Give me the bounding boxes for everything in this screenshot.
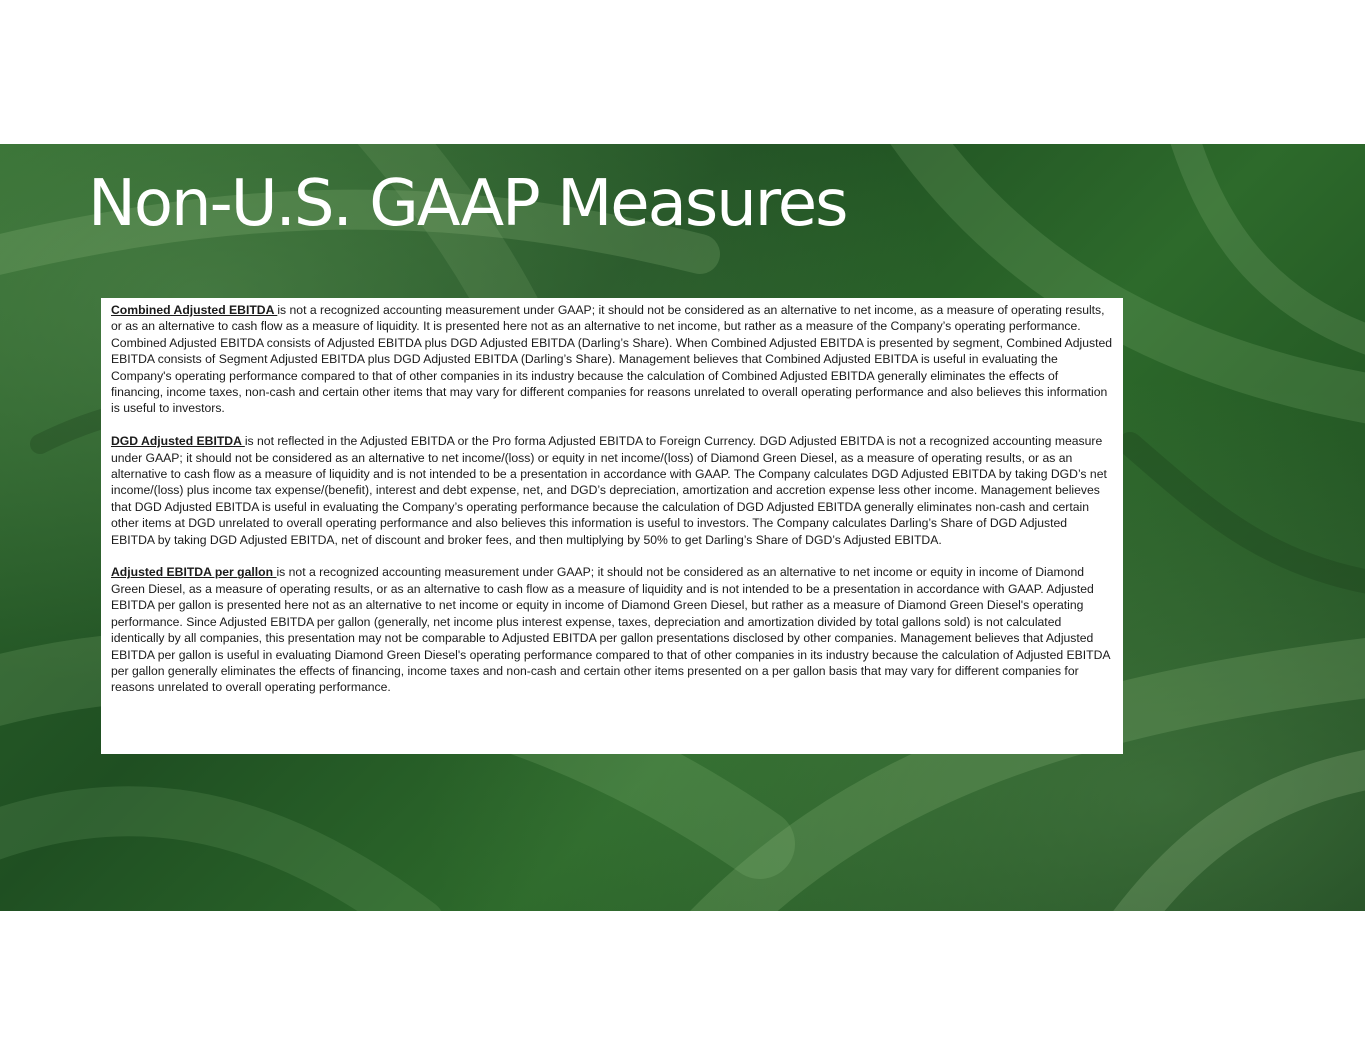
definition-term: Combined Adjusted EBITDA bbox=[111, 303, 278, 317]
definition-text: is not reflected in the Adjusted EBITDA or the Pro forma Adjusted EBITDA to Foreign Currency. DGD Adjusted EBITDA is not a recognized accounting measure under GAAP; it should not be considered as an alternative to net income/(loss) or equity in net income/(loss) of Diamond Green Diesel, as a measure of operating results, or as an alternative to cash flow as a measure of liquidity and is not intended to be a presentation in accordance with GAAP. The Company calculates DGD Adjusted EBITDA by taking DGD’s net income/(loss) plus income tax expense/(benefit), interest and debt expense, net, and DGD’s depreciation, amortization and accretion expense less other income. Management believes that DGD Adjusted EBITDA is useful in evaluating the Company’s operating performance because the calculation of DGD Adjusted EBITDA generally eliminates non-cash and certain other items at DGD unrelated to overall operating performance and also believes this information is useful to investors. The Company calculates Darling’s Share of DGD Adjusted EBITDA by taking DGD Adjusted EBITDA, net of discount and broker fees, and then multiplying by 50% to get Darling’s Share of DGD’s Adjusted EBITDA. bbox=[111, 434, 1107, 547]
definition-text: is not a recognized accounting measurement under GAAP; it should not be considered as an alternative to net income, as a measure of operating results, or as an alternative to cash flow as a measure of liquidity. It is presented here not as an alternative to net income, but rather as a measure of the Company’s operating performance. Combined Adjusted EBITDA consists of Adjusted EBITDA plus DGD Adjusted EBITDA (Darling’s Share). When Combined Adjusted EBITDA is presented by segment, Combined Adjusted EBITDA consists of Segment Adjusted EBITDA plus DGD Adjusted EBITDA (Darling’s Share). Management believes that Combined Adjusted EBITDA is useful in evaluating the Company's operating performance compared to that of other companies in its industry because the calculation of Combined Adjusted EBITDA generally eliminates the effects of financing, income taxes, non-cash and certain other items that may vary for different companies for reasons unrelated to overall operating performance and also believes this information is useful to investors. bbox=[111, 303, 1113, 416]
definitions-text-box bbox=[101, 298, 1123, 754]
definition-dgd-adjusted-ebitda bbox=[111, 433, 1113, 548]
definition-text: is not a recognized accounting measurement under GAAP; it should not be considered as an alternative to net income or equity in income of Diamond Green Diesel, as a measure of operating results, or as an alternative to cash flow as a measure of liquidity and is not intended to be a presentation in accordance with GAAP. Adjusted EBITDA per gallon is presented here not as an alternative to net income or equity in income of Diamond Green Diesel, but rather as a measure of Diamond Green Diesel's operating performance. Since Adjusted EBITDA per gallon (generally, net income plus interest expense, taxes, depreciation and amortization divided by total gallons sold) is not calculated identically by all companies, this presentation may not be comparable to Adjusted EBITDA per gallon presentations disclosed by other companies. Management believes that Adjusted EBITDA per gallon is useful in evaluating Diamond Green Diesel's operating performance compared to that of other companies in its industry because the calculation of Adjusted EBITDA per gallon generally eliminates the effects of financing, income taxes and non-cash and certain other items presented on a per gallon basis that may vary for different companies for reasons unrelated to overall operating performance. bbox=[111, 565, 1110, 695]
definition-term: Adjusted EBITDA per gallon bbox=[111, 565, 277, 580]
page-title: Non-U.S. GAAP Measures bbox=[88, 167, 847, 241]
slide-background bbox=[0, 144, 1365, 911]
definition-adjusted-ebitda-per-gallon bbox=[111, 564, 1113, 695]
definition-combined-adjusted-ebitda bbox=[111, 302, 1113, 417]
definition-term: DGD Adjusted EBITDA bbox=[111, 434, 245, 449]
